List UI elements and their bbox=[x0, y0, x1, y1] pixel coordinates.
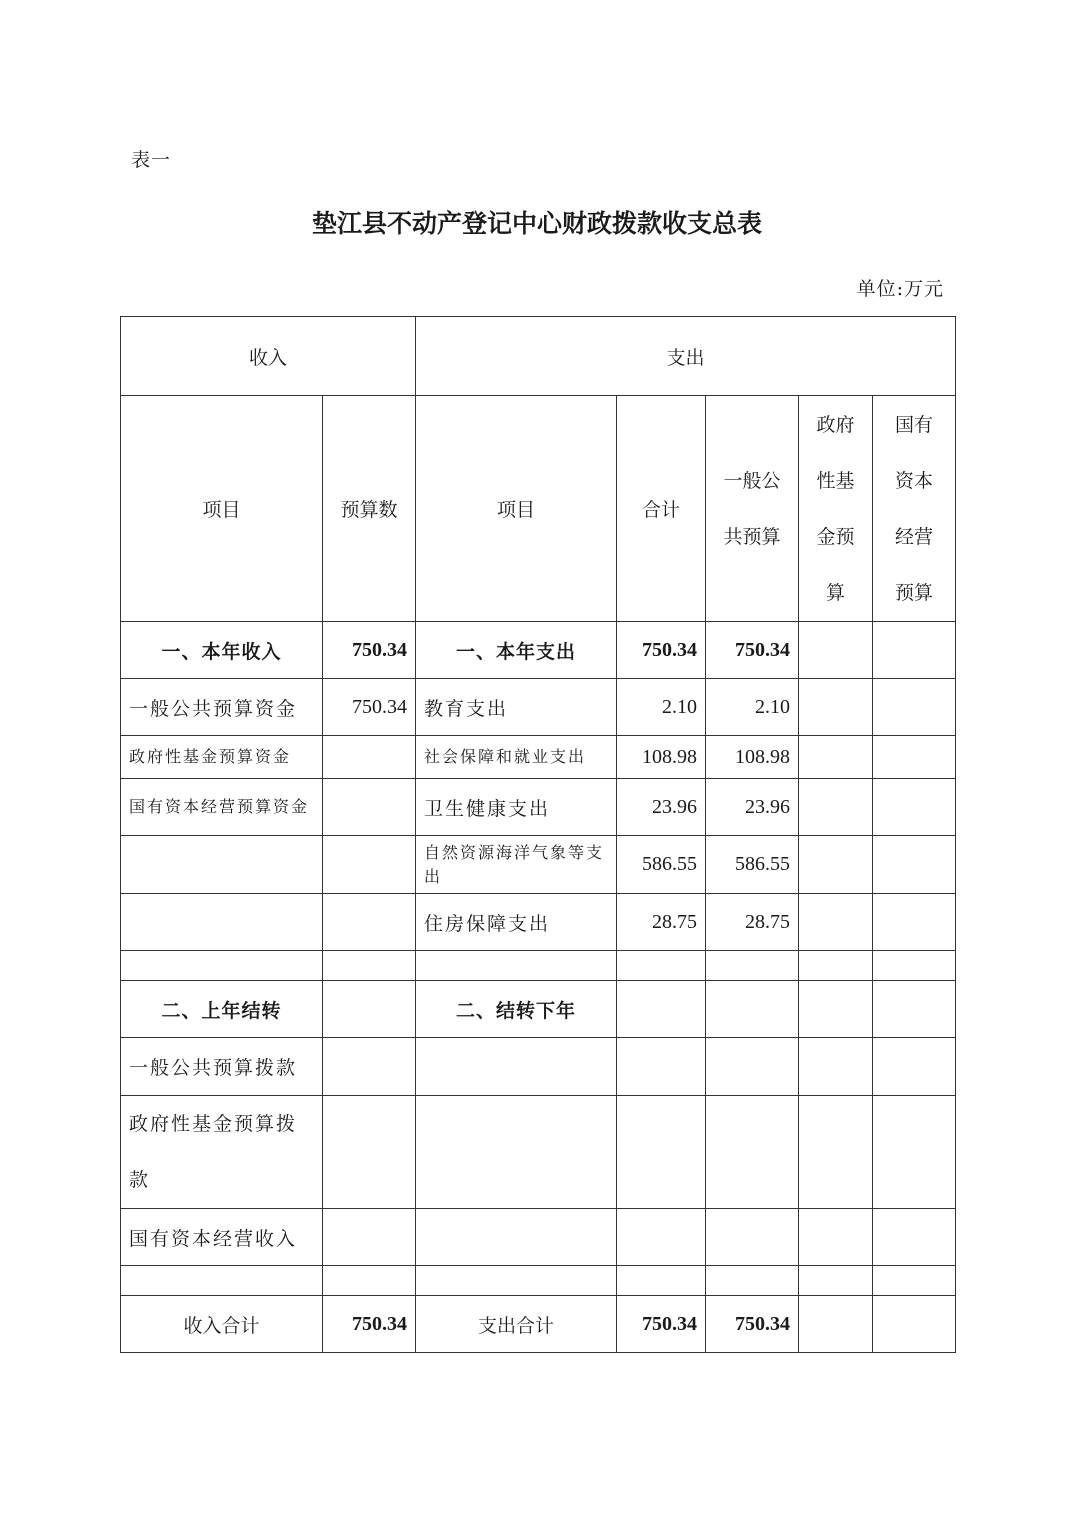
cell-income-item: 一般公共预算拨款 bbox=[121, 1038, 323, 1096]
cell-income-total-label: 收入合计 bbox=[121, 1296, 323, 1353]
cell-gov-fund bbox=[799, 1296, 873, 1353]
cell-expense-item: 社会保障和就业支出 bbox=[416, 736, 617, 779]
cell-income-item: 国有资本经营收入 bbox=[121, 1209, 323, 1266]
table-row bbox=[121, 1096, 956, 1209]
expense-item-header: 项目 bbox=[416, 396, 617, 622]
cell-income-item bbox=[121, 836, 323, 894]
total-header: 合计 bbox=[617, 396, 706, 622]
table-label: 表一 bbox=[131, 149, 172, 171]
cell-gov-fund bbox=[799, 679, 873, 736]
cell-expense-total-label: 支出合计 bbox=[416, 1296, 617, 1353]
general-budget-header: 一般公 共预算 bbox=[706, 396, 799, 622]
cell-total: 2.10 bbox=[617, 679, 706, 736]
cell-state-capital bbox=[873, 894, 956, 951]
cell-general: 586.55 bbox=[706, 836, 799, 894]
cell-gov-fund bbox=[799, 981, 873, 1038]
cell-state-capital bbox=[873, 1296, 956, 1353]
table-subheader-row bbox=[121, 396, 956, 622]
cell-total: 586.55 bbox=[617, 836, 706, 894]
cell-income-value bbox=[323, 894, 416, 951]
cell-general: 750.34 bbox=[706, 622, 799, 679]
cell-expense-item: 自然资源海洋气象等支出 bbox=[416, 836, 617, 894]
cell-income-value bbox=[323, 736, 416, 779]
income-item-header: 项目 bbox=[121, 396, 323, 622]
cell-expense-item: 二、结转下年 bbox=[416, 981, 617, 1038]
table-total-row bbox=[121, 1296, 956, 1353]
table-row bbox=[121, 1266, 956, 1296]
page-title: 垫江县不动产登记中心财政拨款收支总表 bbox=[311, 209, 762, 238]
cell-income-total-value: 750.34 bbox=[323, 1296, 416, 1353]
table-row bbox=[121, 981, 956, 1038]
cell-state-capital bbox=[873, 836, 956, 894]
cell-state-capital bbox=[873, 736, 956, 779]
income-header: 收入 bbox=[121, 317, 416, 396]
table-row bbox=[121, 836, 956, 894]
cell-income-value bbox=[323, 836, 416, 894]
cell-total: 23.96 bbox=[617, 779, 706, 836]
cell-general: 750.34 bbox=[706, 1296, 799, 1353]
cell-income-item: 二、上年结转 bbox=[121, 981, 323, 1038]
cell-general bbox=[706, 981, 799, 1038]
cell-general: 23.96 bbox=[706, 779, 799, 836]
cell-expense-item: 一、本年支出 bbox=[416, 622, 617, 679]
table-row bbox=[121, 894, 956, 951]
cell-income-value: 750.34 bbox=[323, 622, 416, 679]
cell-total bbox=[617, 981, 706, 1038]
gov-fund-header: 政府 性基 金预 算 bbox=[799, 396, 873, 622]
table-row bbox=[121, 736, 956, 779]
cell-gov-fund bbox=[799, 836, 873, 894]
cell-general: 2.10 bbox=[706, 679, 799, 736]
cell-income-value bbox=[323, 981, 416, 1038]
table-row bbox=[121, 951, 956, 981]
cell-income-item: 政府性基金预算拨款 bbox=[121, 1096, 323, 1209]
cell-total: 28.75 bbox=[617, 894, 706, 951]
cell-income-value bbox=[323, 779, 416, 836]
budget-table bbox=[120, 316, 956, 1353]
cell-gov-fund bbox=[799, 736, 873, 779]
cell-income-item: 国有资本经营预算资金 bbox=[121, 779, 323, 836]
budget-header: 预算数 bbox=[323, 396, 416, 622]
cell-income-item bbox=[121, 894, 323, 951]
table-row bbox=[121, 1038, 956, 1096]
state-capital-header: 国有 资本 经营 预算 bbox=[873, 396, 956, 622]
cell-gov-fund bbox=[799, 622, 873, 679]
cell-general: 28.75 bbox=[706, 894, 799, 951]
cell-total: 750.34 bbox=[617, 1296, 706, 1353]
cell-gov-fund bbox=[799, 779, 873, 836]
cell-state-capital bbox=[873, 622, 956, 679]
cell-expense-item: 住房保障支出 bbox=[416, 894, 617, 951]
cell-state-capital bbox=[873, 981, 956, 1038]
table-header-row bbox=[121, 317, 956, 396]
cell-income-item: 政府性基金预算资金 bbox=[121, 736, 323, 779]
cell-gov-fund bbox=[799, 894, 873, 951]
table-row bbox=[121, 779, 956, 836]
unit-label: 单位:万元 bbox=[856, 278, 944, 300]
cell-income-item: 一般公共预算资金 bbox=[121, 679, 323, 736]
expense-header: 支出 bbox=[416, 317, 956, 396]
cell-total: 108.98 bbox=[617, 736, 706, 779]
cell-income-value: 750.34 bbox=[323, 679, 416, 736]
table-row bbox=[121, 622, 956, 679]
cell-income-item: 一、本年收入 bbox=[121, 622, 323, 679]
table-row bbox=[121, 679, 956, 736]
cell-total: 750.34 bbox=[617, 622, 706, 679]
cell-general: 108.98 bbox=[706, 736, 799, 779]
cell-state-capital bbox=[873, 679, 956, 736]
cell-expense-item: 教育支出 bbox=[416, 679, 617, 736]
table-row bbox=[121, 1209, 956, 1266]
cell-expense-item: 卫生健康支出 bbox=[416, 779, 617, 836]
cell-state-capital bbox=[873, 779, 956, 836]
